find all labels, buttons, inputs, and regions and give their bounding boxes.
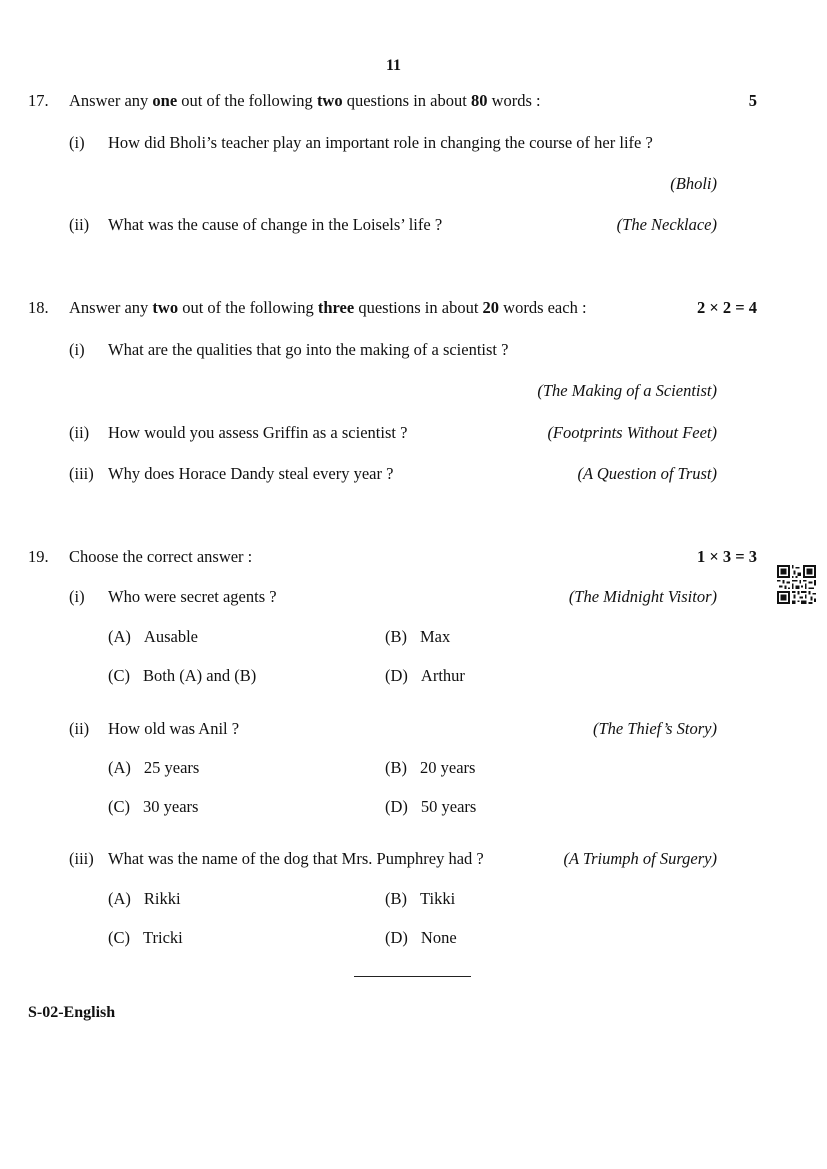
q18-item-2-text: How would you assess Griffin as a scientist ? (108, 423, 408, 442)
q19-3-option-c: (C) Tricki (108, 928, 183, 947)
q18-item-3-text: Why does Horace Dandy steal every year ? (108, 464, 394, 483)
q18-item-1-number: (i) (69, 340, 85, 359)
q17-item-2-number: (ii) (69, 215, 90, 234)
q19-marks: 1 × 3 = 3 (696, 547, 757, 566)
q19-item-1-text: Who were secret agents ? (108, 587, 277, 606)
q18-item-3-source: (A Question of Trust) (577, 464, 717, 483)
q19-3-option-b: (B) Tikki (385, 889, 456, 908)
q18-item-2-source: (Footprints Without Feet) (547, 423, 717, 442)
q17-item-2-text: What was the cause of change in the Loisels’ life ? (108, 215, 443, 234)
q19-item-2-source: (The Thief’s Story) (592, 719, 717, 738)
q19-3-option-d: (D) None (385, 928, 457, 947)
q19-item-2-number: (ii) (69, 719, 90, 738)
q17-number: 17. (28, 91, 49, 110)
q19-2-option-c: (C) 30 years (108, 797, 199, 816)
q19-instruction: Choose the correct answer : (69, 547, 253, 566)
q18-item-1-source: (The Making of a Scientist) (537, 381, 717, 400)
q19-item-2-text: How old was Anil ? (108, 719, 240, 738)
page-number: 11 (385, 57, 402, 74)
q18-item-3-number: (iii) (69, 464, 94, 483)
q19-item-3-number: (iii) (69, 849, 94, 868)
q18-marks: 2 × 2 = 4 (696, 298, 757, 317)
q19-1-option-d: (D) Arthur (385, 666, 465, 685)
q18-item-1-text: What are the qualities that go into the making of a scientist ? (108, 340, 509, 359)
q19-1-option-a: (A) Ausable (108, 627, 198, 646)
q18-instruction: Answer any two out of the following three questions in about 20 words each : (69, 298, 587, 317)
q19-item-3-source: (A Triumph of Surgery) (563, 849, 717, 868)
q17-marks: 5 (748, 91, 757, 110)
q19-item-1-source: (The Midnight Visitor) (568, 587, 717, 606)
q18-item-2-number: (ii) (69, 423, 90, 442)
q17-item-1-text: How did Bholi’s teacher play an important role in changing the course of her life ? (108, 133, 653, 152)
q17-item-2-source: (The Necklace) (616, 215, 717, 234)
q17-item-1-source: (Bholi) (670, 174, 717, 193)
qr-code-icon (777, 565, 816, 604)
end-divider (354, 976, 471, 977)
q19-2-option-d: (D) 50 years (385, 797, 477, 816)
q17-item-1-number: (i) (69, 133, 85, 152)
q19-2-option-a: (A) 25 years (108, 758, 200, 777)
q18-number: 18. (28, 298, 49, 317)
q17-instruction: Answer any one out of the following two questions in about 80 words : (69, 91, 541, 110)
q19-3-option-a: (A) Rikki (108, 889, 181, 908)
q19-number: 19. (28, 547, 49, 566)
q19-1-option-b: (B) Max (385, 627, 451, 646)
footer-code: S-02-English (28, 1004, 116, 1021)
q19-item-3-text: What was the name of the dog that Mrs. Pumphrey had ? (108, 849, 484, 868)
q19-2-option-b: (B) 20 years (385, 758, 476, 777)
q19-item-1-number: (i) (69, 587, 85, 606)
q19-1-option-c: (C) Both (A) and (B) (108, 666, 257, 685)
